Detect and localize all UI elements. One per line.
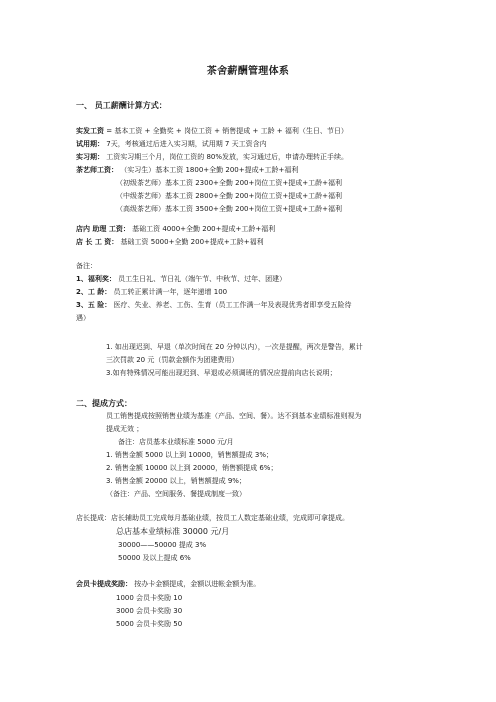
membership-card-label: 会员卡提成奖励： (76, 580, 132, 588)
membership-card-text: 按办卡金额提成，金额以进帐金额为准。 (134, 580, 261, 588)
commission-standard-note: 备注：店员基本业绩标准 5000 元/月 (118, 438, 234, 446)
note-insurance-label: 3、五 险： (76, 301, 112, 309)
commission-tier: 3. 销售金额 20000 以上，销售额提成 9%； (106, 477, 246, 485)
salary-formula-label: 实发工资 (76, 127, 104, 135)
trial-period (76, 140, 267, 149)
note-seniority (76, 288, 227, 297)
membership-card-reward: 3000 会员卡奖励 30 (116, 607, 183, 615)
note-insurance-continued: 遇） (76, 314, 90, 322)
tea-artist-salary-row (76, 166, 298, 175)
trial-period-label: 试用期： (76, 140, 104, 148)
notes-title: 备注： (76, 262, 97, 270)
membership-card-reward: 5000 会员卡奖励 50 (116, 620, 183, 628)
intern-period (76, 153, 348, 162)
commission-remark: （备注：产品、空间服务、餐提成制度一致） (106, 490, 246, 498)
page-title: 茶舍薪酬管理体系 (206, 66, 290, 77)
note-welfare-text: 员工生日礼、节日礼（端午节、中秋节、过年、团建） (118, 275, 287, 283)
assistant-salary-label: 店内 助理 工资： (76, 225, 130, 233)
assistant-salary-text: 基础工资 4000+全勤 200+提成+工龄+福利 (132, 225, 276, 233)
membership-card-reward: 1000 会员卡奖励 10 (116, 594, 183, 602)
section-2-heading: 二、提成方式： (76, 399, 132, 408)
manager-salary-label: 店 长 工 资： (76, 238, 119, 246)
commission-basis-continued: 提成无效 ； (106, 425, 144, 433)
note-insurance-text: 医疗、失业、养老、工伤、生育（员工工作满一年及表现优秀者即享受五险待 (113, 301, 352, 309)
tea-artist-salary-line: （中级茶艺师）基本工资 2800+全勤 200+岗位工资+提成+工龄+福利 (116, 192, 342, 200)
manager-salary-text: 基础工资 5000+全勤 200+提成+工龄+福利 (120, 238, 264, 246)
manager-standard: 总店基本业绩标准 30000 元/月 (116, 527, 230, 536)
commission-basis: 员工销售提成按照销售业绩为基准（产品、空间、餐）。达不到基本业绩标准则视为 (106, 412, 362, 420)
manager-commission: 店长提成：店长辅助员工完成每月基础业绩，按员工人数定基础业绩，完成即可拿提成。 (76, 514, 349, 522)
commission-tier: 2. 销售金额 10000 以上到 20000，销售额提成 6%； (106, 464, 278, 472)
intern-period-label: 实习期： (76, 153, 104, 161)
manager-commission-tier: 50000 及以上提成 6% (118, 554, 191, 562)
intern-period-text: 工资实习期三个月，岗位工资的 80%发放，实习通过后，申请办理转正手续。 (106, 153, 349, 161)
trial-period-text: 7天，考核通过后进入实习期，试用期 7 天工资含内 (106, 140, 267, 148)
tea-artist-salary-label: 茶艺师工资： (76, 166, 118, 174)
note-welfare (76, 275, 286, 284)
commission-tier: 1. 销售金额 5000 以上到 10000，销售额提成 3%； (106, 451, 273, 459)
salary-formula (76, 127, 348, 136)
manager-salary (76, 238, 264, 247)
assistant-salary (76, 225, 275, 234)
note-insurance (76, 301, 352, 310)
rule-lateness-continued: 三次罚款 20 元（罚款金额作为团建费用） (106, 356, 239, 364)
rule-lateness: 1. 如出现迟到、早退（单次时间在 20 分钟以内），一次是提醒，两次是警告，累计 (106, 343, 363, 351)
note-seniority-label: 2、工 龄： (76, 288, 112, 296)
salary-formula-text: = 基本工资 + 全勤奖 + 岗位工资 + 销售提成 + 工龄 + 福利（生日、节日） (106, 127, 348, 135)
note-seniority-text: 员工转正累计满一年，逐年递增 100 (113, 288, 228, 296)
tea-artist-salary-line: （实习生）基本工资 1800+全勤 200+提成+工龄+福利 (120, 166, 299, 174)
section-1-heading: 一、 员工薪酬计算方式： (76, 101, 167, 110)
manager-commission-tier: 30000——50000 提成 3% (118, 541, 207, 549)
tea-artist-salary-line: （初级茶艺师）基本工资 2300+全勤 200+岗位工资+提成+工龄+福利 (116, 179, 342, 187)
note-welfare-label: 1、福利奖： (76, 275, 116, 283)
rule-special-cases: 3.如有特殊情况可能出现迟到、早退或必须调班的情况应提前向店长说明； (106, 369, 337, 377)
tea-artist-salary-line: （高级茶艺师）基本工资 3500+全勤 200+岗位工资+提成+工龄+福利 (116, 205, 342, 213)
membership-card-commission (76, 580, 260, 589)
